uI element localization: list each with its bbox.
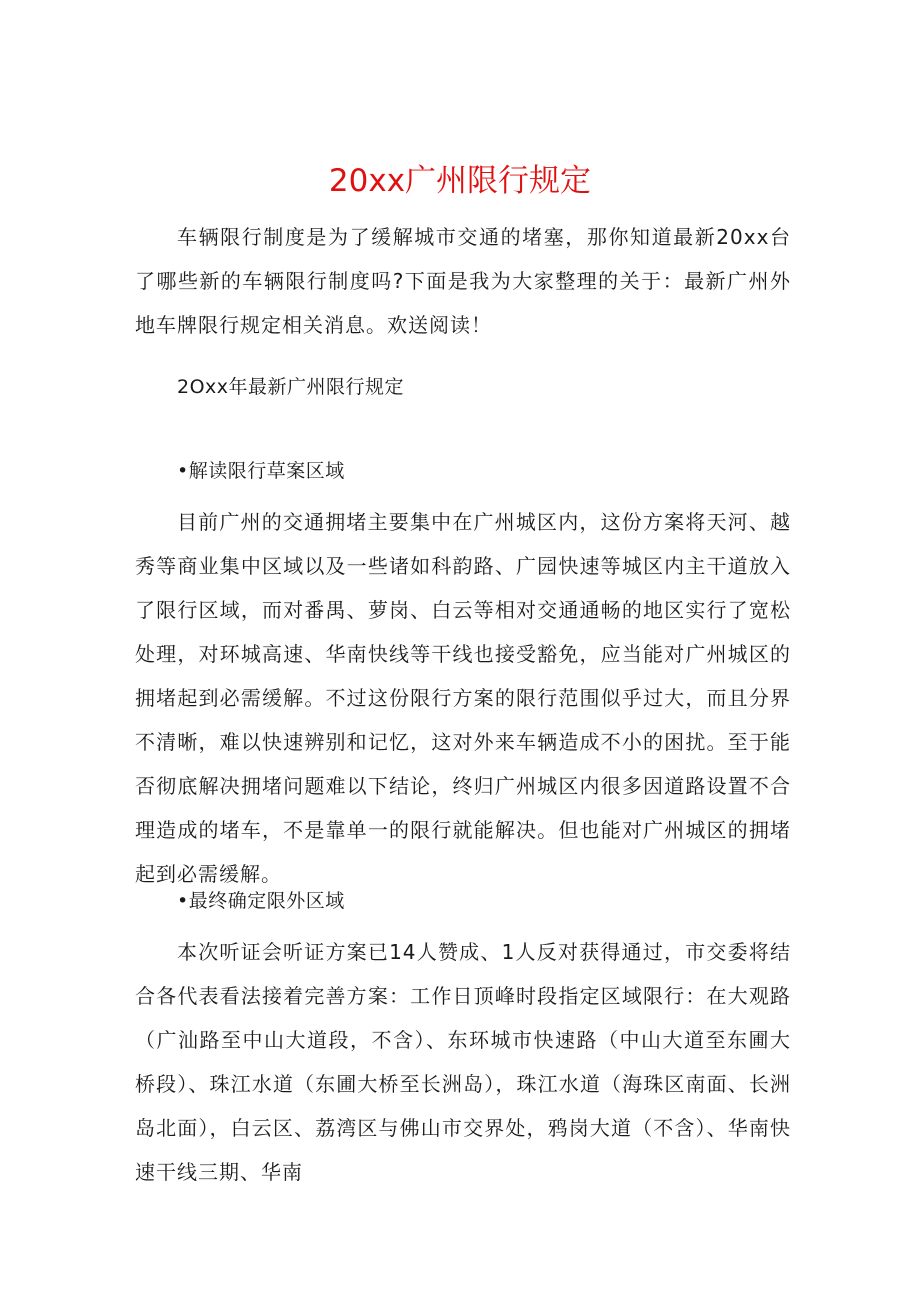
paragraph-draft-area: 目前广州的交通拥堵主要集中在广州城区内，这份方案将天河、越秀等商业集中区域以及一些诸如科韵路、广园快速等城区内主干道放入了限行区域，而对番禺、萝岗、白云等相对交通通畅的地区实行了宽松处理，对环城高速、华南快线等干线也接受豁免，应当能对广州城区的拥堵起到必需缓解。不过这份限行方案的限行范围似乎过大，而且分界不清晰，难以快速辨别和记忆，这对外来车辆造成不小的困扰。至于能否彻底解决拥堵问题难以下结论，终归广州城区内很多因道路设置不合理造成的堵车，不是靠单一的限行就能解决。但也能对广州城区的拥堵起到必需缓解。: [135, 510, 791, 886]
document-title: 20xx广州限行规定: [328, 162, 592, 199]
intro-paragraph: 车辆限行制度是为了缓解城市交通的堵塞，那你知道最新20xx台了哪些新的车辆限行制度吗?下面是我为大家整理的关于：最新广州外地车牌限行规定相关消息。欢送阅读！: [135, 225, 791, 337]
bullet-heading-draft-area: •解读限行草案区域: [177, 460, 345, 482]
bullet-heading-final-area: •最终确定限外区域: [177, 890, 345, 912]
section-heading: 2Oxx年最新广州限行规定: [177, 376, 405, 398]
paragraph-final-area: 本次听证会听证方案已14人赞成、1人反对获得通过，市交委将结合各代表看法接着完善方案：工作日顶峰时段指定区域限行：在大观路（广汕路至中山大道段，不含）、东环城市快速路（中山大道至东圃大桥段）、珠江水道（东圃大桥至长洲岛），珠江水道（海珠区南面、长洲岛北面），白云区、荔湾区与佛山市交界处，鸦岗大道（不含）、华南快速干线三期、华南: [135, 940, 791, 1184]
